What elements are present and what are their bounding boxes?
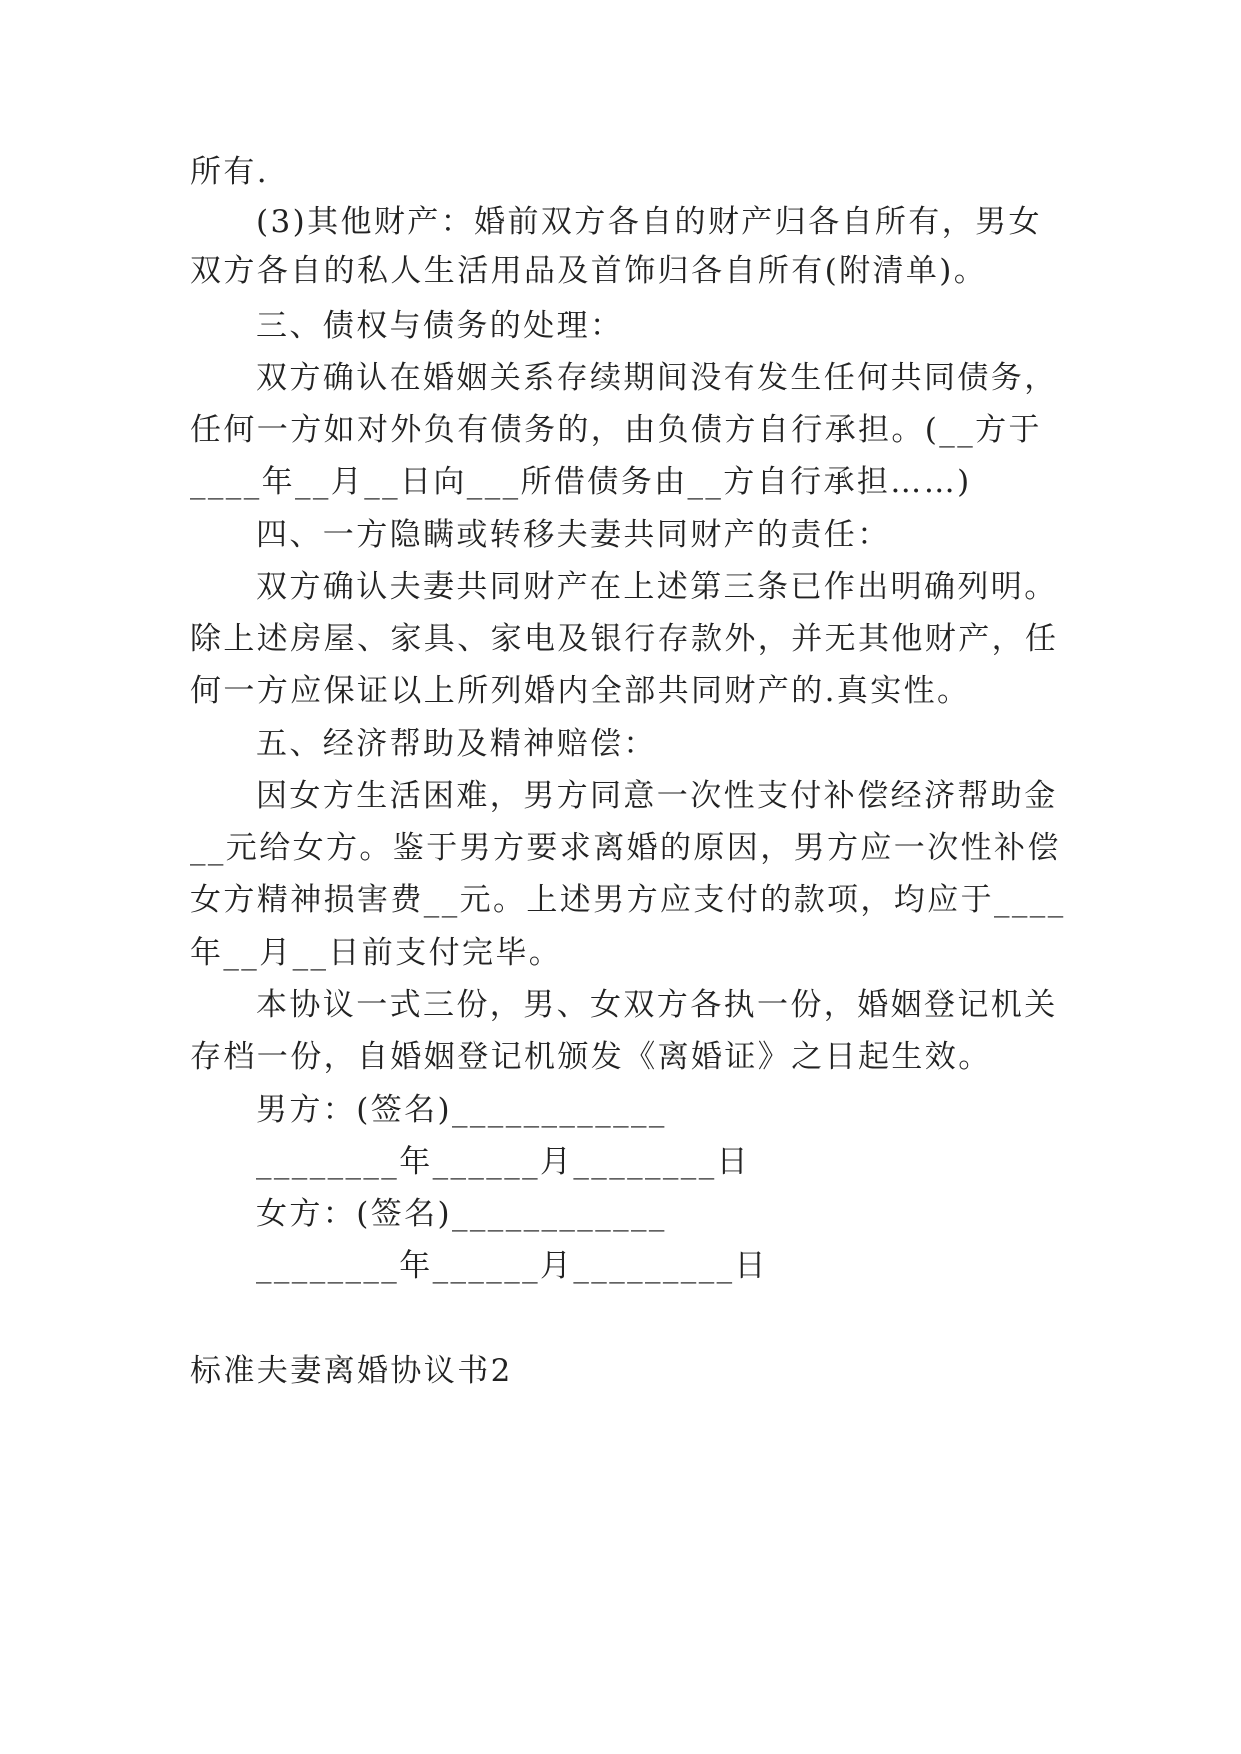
- document-title: 标准夫妻离婚协议书2: [190, 1353, 513, 1389]
- text-line: __元给女方。鉴于男方要求离婚的原因，男方应一次性补偿: [190, 830, 1061, 866]
- text-line: 何一方应保证以上所列婚内全部共同财产的.真实性。: [190, 673, 971, 709]
- section-heading: 四、一方隐瞒或转移夫妻共同财产的责任：: [256, 517, 891, 553]
- husband-date-line: ________年______月________日: [256, 1144, 750, 1180]
- text-line: 女方精神损害费__元。上述男方应支付的款项，均应于____: [190, 882, 1066, 918]
- section-heading: 三、债权与债务的处理：: [256, 308, 624, 344]
- wife-date-line: ________年______月_________日: [256, 1248, 768, 1284]
- text-line: (3)其他财产：婚前双方各自的财产归各自所有，男女: [256, 204, 1042, 240]
- text-line: 因女方生活困难，男方同意一次性支付补偿经济帮助金: [256, 778, 1058, 814]
- wife-signature-line: 女方：(签名)____________: [256, 1196, 667, 1232]
- text-line: 双方确认在婚姻关系存续期间没有发生任何共同债务，: [256, 360, 1058, 396]
- text-line: 任何一方如对外负有债务的，由负债方自行承担。(__方于: [190, 412, 1042, 448]
- section-heading: 五、经济帮助及精神赔偿：: [256, 726, 657, 762]
- text-line: 本协议一式三份，男、女双方各执一份，婚姻登记机关: [256, 987, 1058, 1023]
- text-line: 除上述房屋、家具、家电及银行存款外，并无其他财产，任: [190, 621, 1059, 657]
- text-line: 存档一份，自婚姻登记机颁发《离婚证》之日起生效。: [190, 1039, 992, 1075]
- text-line: 双方各自的私人生活用品及首饰归各自所有(附清单)。: [190, 253, 988, 289]
- text-line: ____年__月__日向___所借债务由__方自行承担……): [190, 464, 972, 500]
- text-line: 所有.: [190, 154, 270, 190]
- text-line: 双方确认夫妻共同财产在上述第三条已作出明确列明。: [256, 569, 1058, 605]
- husband-signature-line: 男方：(签名)____________: [256, 1092, 667, 1128]
- text-line: 年__月__日前支付完毕。: [190, 935, 563, 971]
